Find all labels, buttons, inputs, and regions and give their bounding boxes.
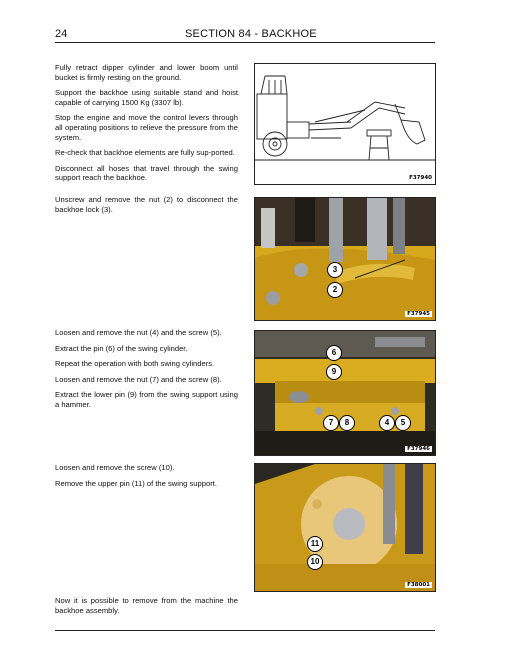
callout: 11 bbox=[307, 536, 323, 552]
paragraph: Remove the upper pin (11) of the swing support. bbox=[55, 478, 217, 488]
paragraph: Loosen and remove the nut (4) and the screw (5). bbox=[55, 328, 222, 337]
lock-photo-illustration bbox=[255, 198, 435, 320]
paragraph: Stop the engine and move the control levers through all operating positions to relieve the pressure from the system. bbox=[55, 113, 238, 142]
paragraph: Repeat the operation with both swing cylinders. bbox=[55, 359, 215, 369]
figure-code: F38001 bbox=[407, 582, 430, 588]
footer-rule bbox=[55, 630, 435, 631]
callout: 5 bbox=[395, 415, 411, 431]
instruction-block-3 bbox=[55, 328, 238, 416]
callout: 9 bbox=[326, 364, 342, 380]
paragraph: Loosen and remove the nut (7) and the screw (8). bbox=[55, 374, 222, 384]
backhoe-line-drawing bbox=[255, 64, 435, 184]
callout: 4 bbox=[379, 415, 395, 431]
callout: 7 bbox=[323, 415, 339, 431]
figure-backhoe-supported bbox=[254, 63, 436, 185]
paragraph: Support the backhoe using suitable stand and hoist capable of carrying 1500 Kg (3307 lb). bbox=[55, 88, 238, 107]
instruction-block-5 bbox=[55, 596, 238, 621]
callout: 6 bbox=[326, 345, 342, 361]
instruction-block-4 bbox=[55, 463, 238, 494]
swing-cylinder-photo-illustration bbox=[255, 331, 435, 455]
paragraph: Unscrew and remove the nut (2) to disconnect the backhoe lock (3). bbox=[55, 195, 238, 214]
photo-swing-support-pin bbox=[254, 463, 436, 592]
section-title: SECTION 84 - BACKHOE bbox=[185, 28, 317, 40]
figure-code: F37945 bbox=[407, 311, 430, 317]
paragraph: Extract the pin (6) of the swing cylinder. bbox=[55, 343, 188, 353]
swing-support-photo-illustration bbox=[255, 464, 435, 591]
callout: 8 bbox=[339, 415, 355, 431]
figure-code: F37946 bbox=[407, 446, 430, 452]
photo-swing-cylinder bbox=[254, 330, 436, 456]
paragraph: Re-check that backhoe elements are fully sup-ported. bbox=[55, 148, 235, 158]
page-header bbox=[55, 28, 435, 42]
paragraph: Fully retract dipper cylinder and lower boom until bucket is firmly resting on the ground. bbox=[55, 63, 238, 82]
instruction-block-1 bbox=[55, 63, 238, 189]
callout: 3 bbox=[327, 262, 343, 278]
paragraph: Disconnect all hoses that travel through the swing support reach the backhoe. bbox=[55, 163, 238, 183]
callout: 10 bbox=[307, 554, 323, 570]
paragraph: Loosen and remove the screw (10). bbox=[55, 463, 175, 472]
paragraph: Extract the lower pin (9) from the swing support using a hammer. bbox=[55, 390, 238, 409]
photo-backhoe-lock bbox=[254, 197, 436, 321]
header-rule bbox=[55, 42, 435, 43]
callout: 2 bbox=[327, 282, 343, 298]
paragraph: Now it is possible to remove from the machine the backhoe assembly. bbox=[55, 596, 238, 615]
instruction-block-2 bbox=[55, 195, 238, 220]
page-number: 24 bbox=[55, 28, 68, 40]
figure-code: F37940 bbox=[409, 175, 432, 181]
